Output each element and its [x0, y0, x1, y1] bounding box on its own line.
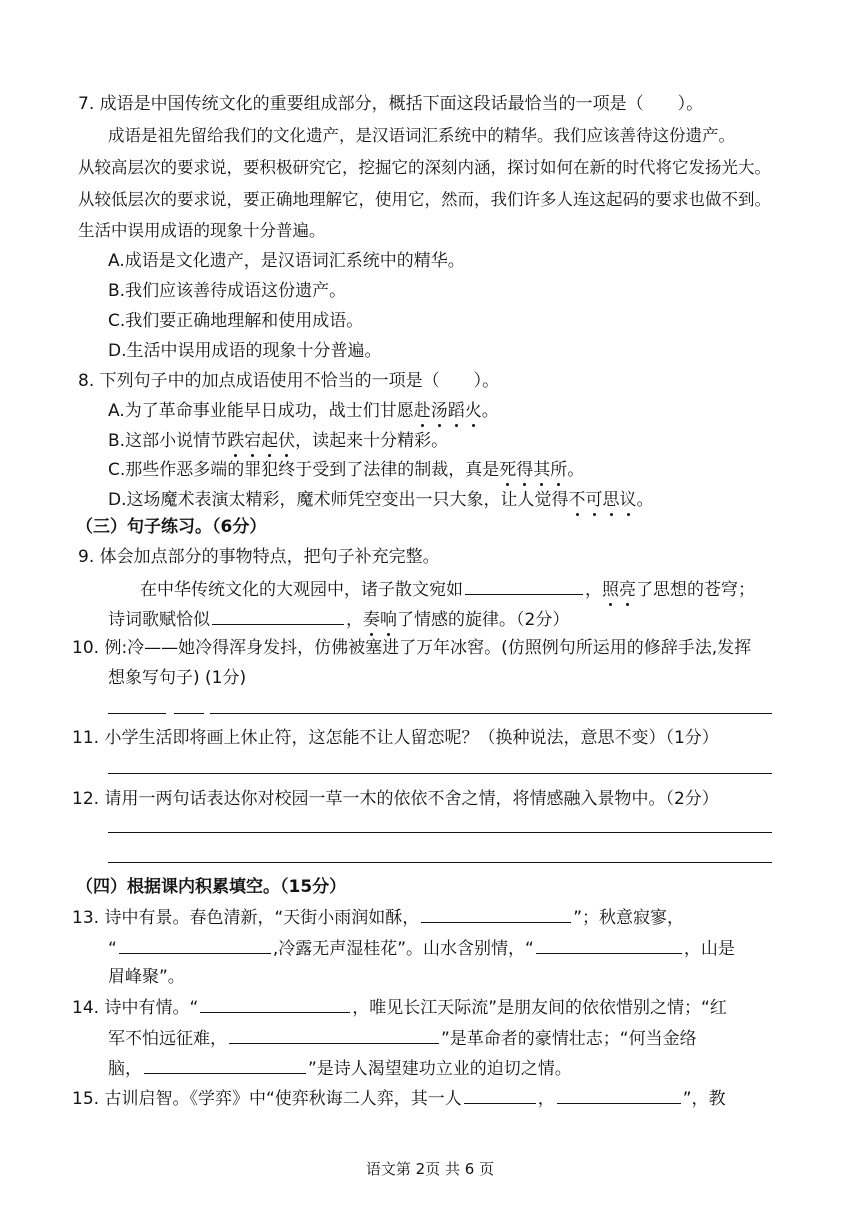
q7-passage-line-2: 从较高层次的要求说，要积极研究它，挖掘它的深刻内涵，探讨如何在新的时代将它发扬光大。	[78, 158, 771, 177]
q7-option-c: C.我们要正确地理解和使用成语。	[108, 311, 364, 331]
q13-line-1	[72, 905, 684, 929]
q8-a-end: 。	[481, 401, 499, 421]
q7-passage-line-3: 从较低层次的要求说，要正确地理解它，使用它，然而，我们许多人连这起码的要求也做不到。	[78, 190, 771, 209]
q14-l2-end: ”是革命者的豪情壮志；“何当金络	[441, 1029, 697, 1049]
q8-b-end: ，读起来十分精彩。	[295, 431, 449, 451]
dotted-char: 思	[602, 490, 620, 510]
q7-option-a: A.成语是文化遗产，是汉语词汇系统中的精华。	[108, 251, 465, 271]
q8-c-end: 。	[567, 460, 585, 480]
q10-line-1: 10. 例:冷——她冷得浑身发抖，仿佛被塞进了万年冰窖。(仿照例句所运用的修辞手法,发挥	[72, 638, 752, 658]
page-footer: 语文第 2页 共 6 页	[365, 1160, 495, 1178]
q9-l1-comma: ，	[585, 580, 602, 600]
q7-option-d: D.生活中误用成语的现象十分普遍。	[108, 341, 382, 361]
dotted-char: 宕	[244, 431, 262, 451]
answer-blank[interactable]	[119, 936, 271, 954]
q10-answer-line-short-2[interactable]	[174, 713, 204, 714]
dotted-char: 死	[499, 460, 517, 480]
answer-blank[interactable]	[464, 1086, 536, 1104]
q14-l1-end: ，唯见长江天际流”是朋友间的依依惜别之情；“红	[352, 998, 727, 1018]
q14-l3-text: 脑，	[108, 1059, 142, 1079]
q12-answer-line-2[interactable]	[108, 862, 772, 863]
q7-stem: 7. 成语是中国传统文化的重要组成部分，概括下面这段话最恰当的一项是（ ）。	[78, 94, 704, 114]
q9-stem: 9. 体会加点部分的事物特点，把句子补充完整。	[78, 547, 440, 567]
q9-line-1	[140, 577, 755, 601]
q9-l1-text: 在中华传统文化的大观园中，诸子散文宛如	[140, 580, 463, 600]
q8-b-text: B.这部小说情节	[108, 431, 228, 451]
q11-answer-line[interactable]	[108, 773, 772, 774]
dotted-char: 奏	[363, 610, 380, 630]
q8-c-text: C.那些作恶多端的罪犯终于受到了法律的制裁，真是	[108, 460, 500, 480]
q7-passage-line-1: 成语是祖先留给我们的文化遗产，是汉语词汇系统中的精华。我们应该善待这份遗产。	[108, 126, 735, 145]
q14-l3-end: ”是诗人渴望建功立业的迫切之情。	[308, 1059, 572, 1079]
answer-blank[interactable]	[536, 936, 682, 954]
q13-l2-end: ，山是	[683, 939, 735, 959]
dotted-char: 照	[602, 580, 619, 600]
q8-option-a	[108, 400, 499, 422]
q14-line-3	[108, 1056, 572, 1080]
dotted-char: 得	[516, 460, 534, 480]
q13-l1-end: ”；秋意寂寥，	[573, 908, 685, 928]
q8-stem: 8. 下列句子中的加点成语使用不恰当的一项是（ ）。	[78, 371, 500, 391]
q13-line-2	[108, 936, 735, 960]
q14-l1-text: 14. 诗中有情。“	[72, 998, 199, 1018]
dotted-char: 亮	[619, 580, 636, 600]
answer-blank[interactable]	[212, 607, 344, 625]
q13-l2-quote: “	[108, 939, 117, 959]
q10-answer-line-short[interactable]	[108, 713, 166, 714]
q9-l2-text: 诗词歌赋恰似	[108, 610, 210, 630]
q8-option-d	[108, 489, 654, 511]
dotted-char: 蹈	[447, 401, 465, 421]
q12-answer-line-1[interactable]	[108, 832, 772, 833]
dotted-char: 所	[550, 460, 568, 480]
q8-option-c	[108, 459, 584, 481]
answer-blank[interactable]	[229, 1026, 439, 1044]
dotted-char: 汤	[430, 401, 448, 421]
q7-option-b: B.我们应该善待成语这份遗产。	[108, 281, 347, 301]
section-4-title: （四）根据课内积累填空。（15分）	[76, 877, 347, 897]
q15-text: 15. 古训启智。《学弈》中“使弈秋诲二人弈，其一人	[72, 1089, 462, 1109]
dotted-char: 可	[585, 490, 603, 510]
q8-a-text: A.为了革命事业能早日成功，战士们甘愿	[108, 401, 414, 421]
q9-line-2	[108, 607, 569, 631]
answer-blank[interactable]	[557, 1086, 681, 1104]
q15-end: ”，教	[682, 1089, 726, 1109]
dotted-char: 跌	[227, 431, 245, 451]
dotted-char: 赴	[413, 401, 431, 421]
q8-d-end: 。	[636, 490, 654, 510]
q14-line-2	[108, 1026, 697, 1050]
q9-l2-comma: ，	[346, 610, 363, 630]
answer-blank[interactable]	[200, 995, 350, 1013]
dotted-char: 不	[568, 490, 586, 510]
q14-line-1	[72, 995, 727, 1019]
dotted-char: 响	[380, 610, 397, 630]
dotted-char: 起	[261, 431, 279, 451]
section-3-title: （三）句子练习。（6分）	[76, 517, 267, 537]
answer-blank[interactable]	[421, 905, 571, 923]
q13-line-3: 眉峰聚”。	[108, 967, 185, 987]
dotted-char: 火	[464, 401, 482, 421]
q13-l1-text: 13. 诗中有景。春色清新，“天街小雨润如酥，	[72, 908, 420, 928]
q9-l2-end: 了情感的旋律。（2分）	[397, 610, 570, 630]
q7-passage-line-4: 生活中误用成语的现象十分普遍。	[78, 221, 326, 240]
answer-blank[interactable]	[144, 1056, 306, 1074]
q11-text: 11. 小学生活即将画上休止符，这怎能不让人留恋呢？（换种说法，意思不变）（1分）	[72, 728, 719, 748]
q9-l1-end: 了思想的苍穹；	[636, 580, 755, 600]
q15-line-1	[72, 1086, 726, 1110]
q15-comma: ，	[537, 1089, 555, 1109]
dotted-char: 伏	[278, 431, 296, 451]
q8-option-b	[108, 430, 448, 452]
q12-text: 12. 请用一两句话表达你对校园一草一木的依依不舍之情，将情感融入景物中。（2分）	[72, 789, 719, 809]
q10-answer-line[interactable]	[210, 713, 772, 714]
q10-line-2: 想象写句子) (1分)	[108, 668, 247, 688]
q8-d-text: D.这场魔术表演太精彩，魔术师凭空变出一只大象，让人觉得	[108, 490, 569, 510]
answer-blank[interactable]	[465, 577, 583, 595]
dotted-char: 议	[619, 490, 637, 510]
q14-l2-text: 军不怕远征难，	[108, 1029, 227, 1049]
dotted-char: 其	[533, 460, 551, 480]
q13-l2-text: ,冷露无声湿桂花”。山水含别情，“	[272, 939, 534, 959]
